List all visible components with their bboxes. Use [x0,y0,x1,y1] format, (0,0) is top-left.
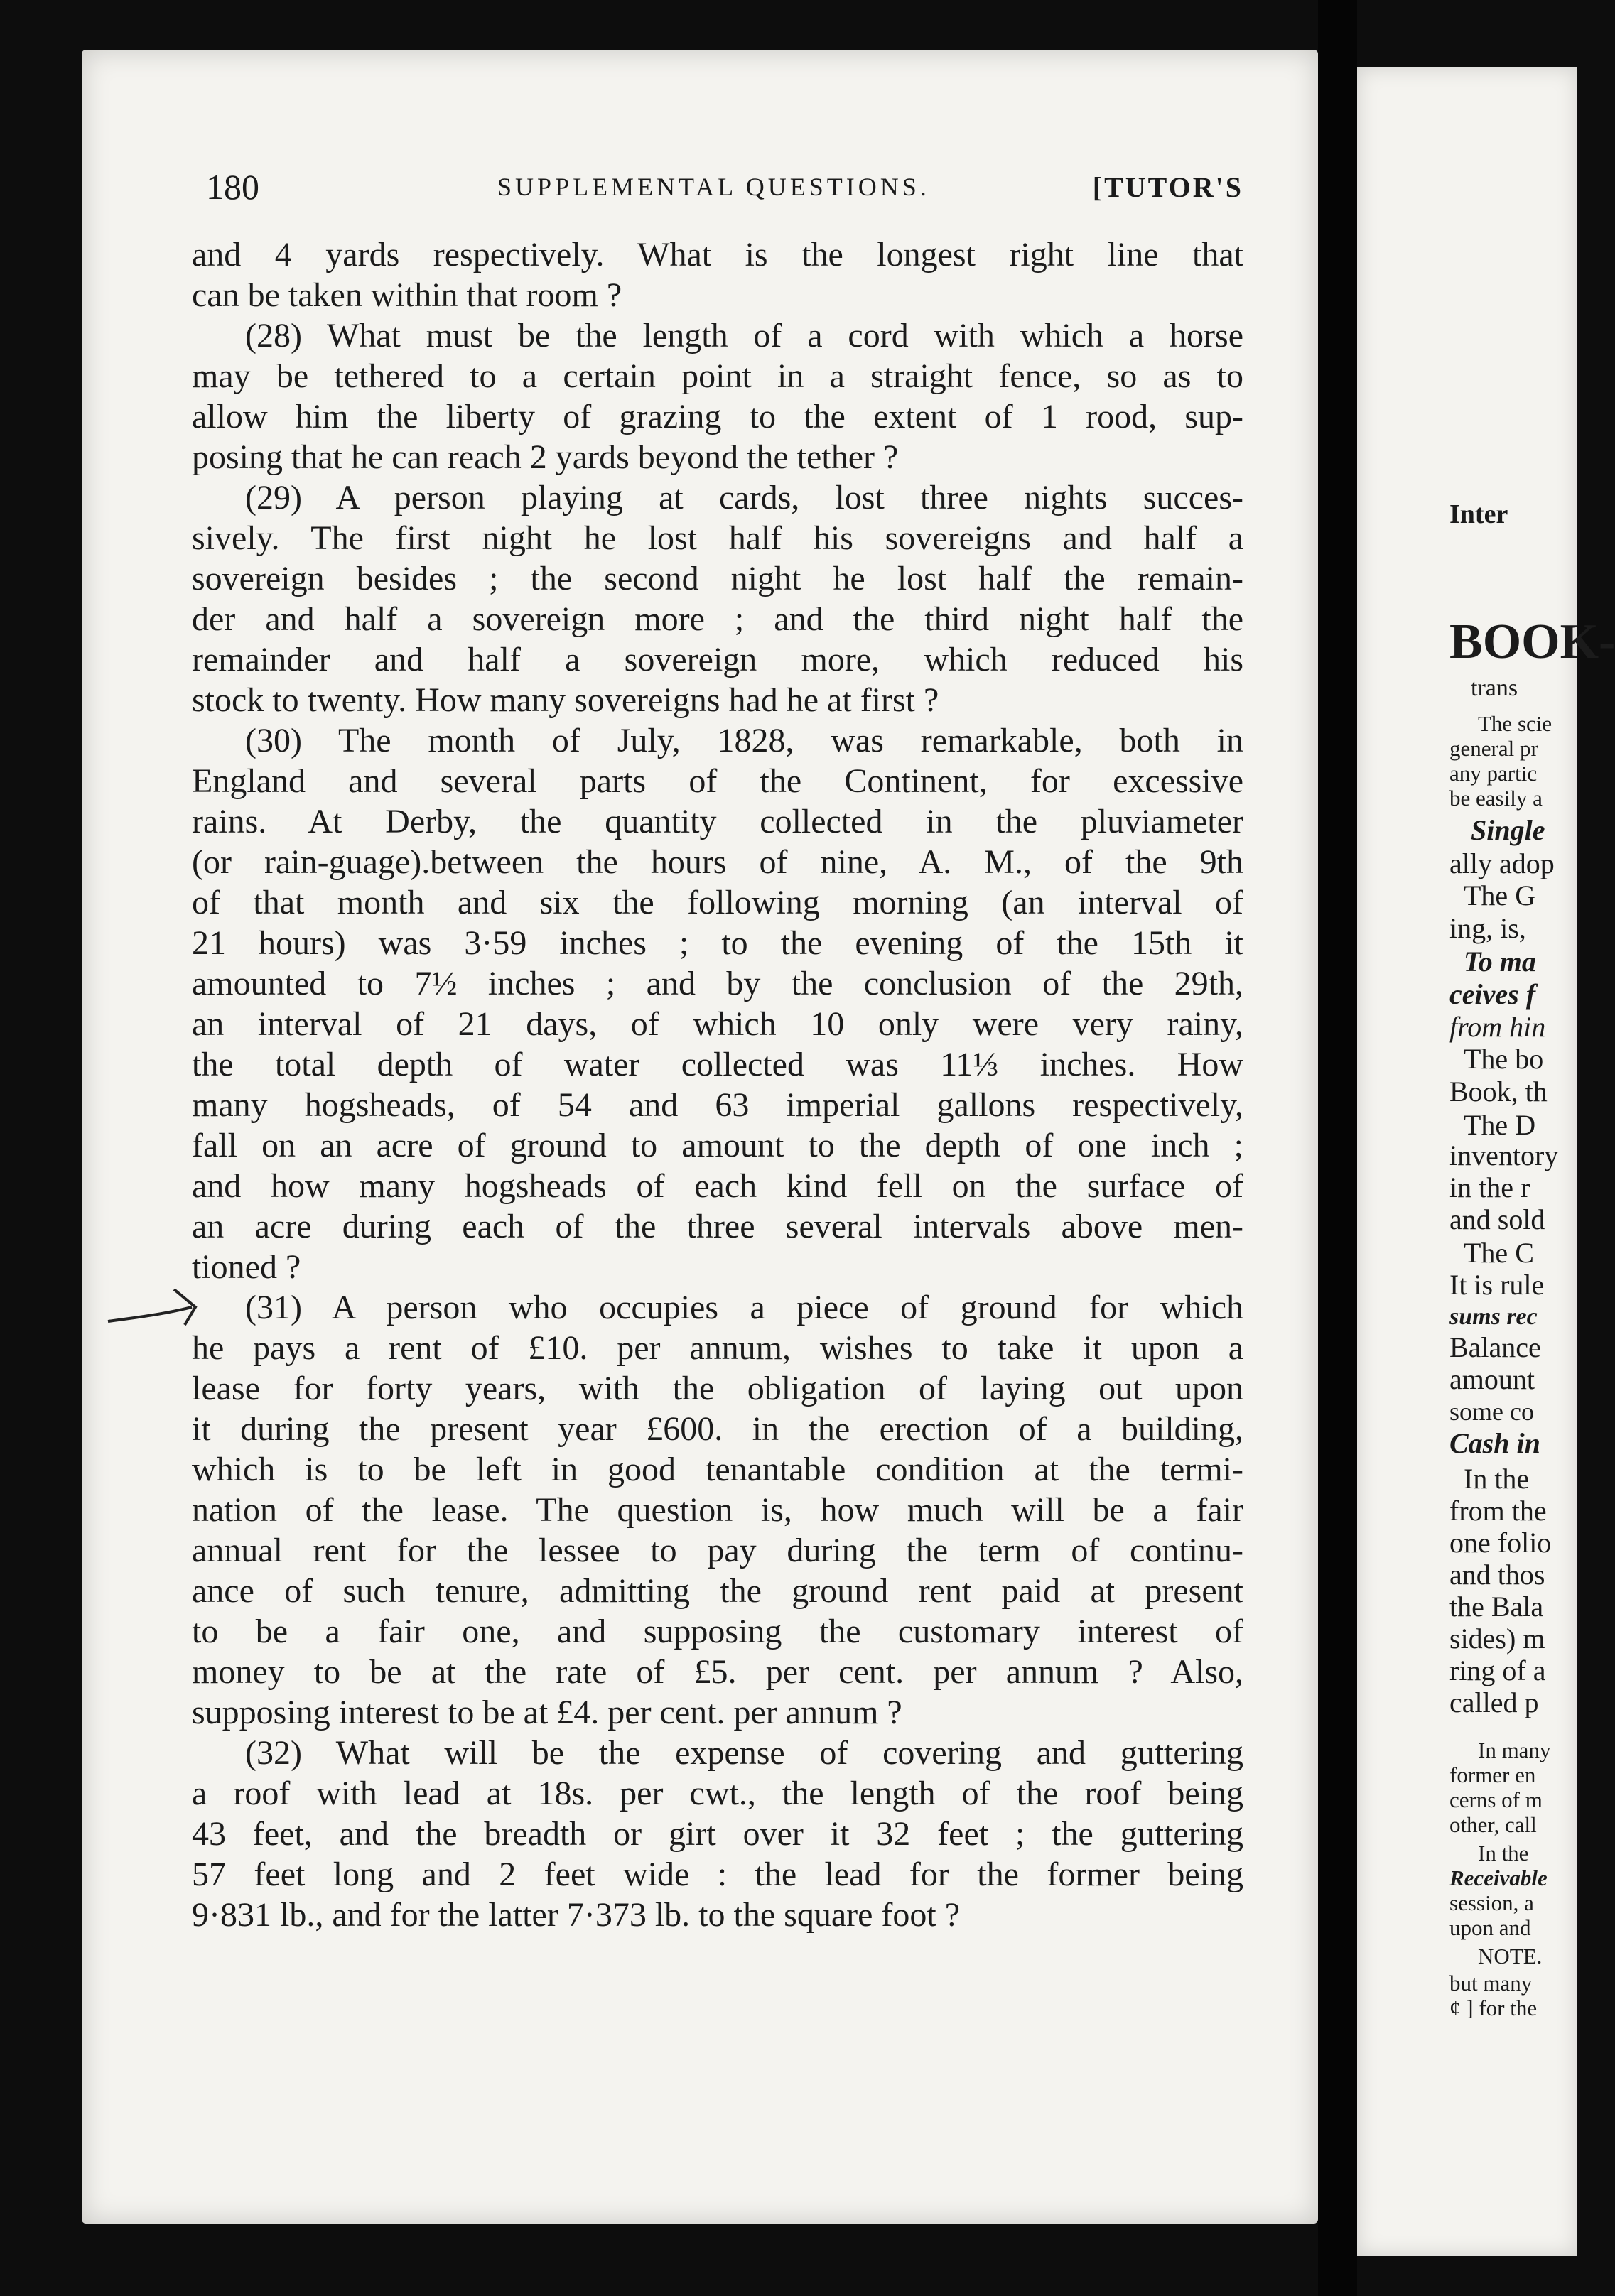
text-line: supposing interest to be at £4. per cent. per annum ? [192,1694,902,1731]
right-fragment: The D [1464,1109,1536,1141]
text-line: 43 feet, and the breadth or girt over it 32 feet ; the guttering [192,1815,1243,1853]
text-line: an acre during each of the three several intervals above men- [192,1208,1243,1245]
text-line: may be tethered to a certain point in a straight fence, so as to [192,357,1243,395]
text-line: nation of the lease. The question is, how much will be a fair [192,1491,1243,1529]
text-line: lease for forty years, with the obligation of laying out upon [192,1370,1243,1407]
text-line: 21 hours) was 3·59 inches ; to the evening of the 15th it [192,924,1243,962]
question-28-start: (28) What must be the length of a cord with which a horse [245,317,1243,354]
right-fragment: other, call [1449,1812,1537,1837]
right-fragment: Single [1471,814,1545,846]
text-line: many hogsheads, of 54 and 63 imperial gallons respectively, [192,1086,1243,1124]
right-fragment: ceives f [1449,978,1536,1010]
right-fragment: In the [1464,1463,1530,1495]
text-line: of that month and six the following morning (an interval of [192,884,1243,921]
right-fragment: former en [1449,1762,1536,1787]
right-fragment: one folio [1449,1527,1552,1559]
right-fragment: cerns of m [1449,1787,1543,1812]
text-line: and 4 yards respectively. What is the longest right line that [192,236,1243,274]
text-line: an interval of 21 days, of which 10 only were very rainy, [192,1005,1243,1043]
right-fragment: The bo [1464,1043,1544,1075]
right-fragment: upon and [1449,1915,1531,1940]
right-fragment: called p [1449,1686,1539,1718]
margin-arrow-mark [107,1286,206,1343]
right-fragment: Inter [1449,499,1508,529]
right-fragment: The G [1464,879,1536,911]
right-fragment: trans [1471,675,1518,701]
question-29-start: (29) A person playing at cards, lost three nights succes- [245,479,1243,516]
right-fragment: inventory [1449,1139,1559,1171]
right-fragment: BOOK- [1449,614,1615,669]
right-fragment: In many [1478,1738,1551,1762]
text-line: it during the present year £600. in the erection of a building, [192,1410,1243,1448]
body-text [192,234,1243,1935]
text-line: ance of such tenure, admitting the ground rent paid at present [192,1572,1243,1610]
text-line: which is to be left in good tenantable condition at the termi- [192,1451,1243,1488]
text-line: (or rain-guage).between the hours of nine, A. M., of the 9th [192,843,1243,881]
text-line: to be a fair one, and supposing the customary interest of [192,1613,1243,1650]
text-line: stock to twenty. How many sovereigns had he at first ? [192,681,939,719]
page-header [206,162,1243,212]
right-fragment: amount [1449,1363,1535,1395]
right-fragment: ing, is, [1449,912,1526,944]
text-line: money to be at the rate of £5. per cent. per annum ? Also, [192,1653,1243,1691]
question-30-start: (30) The month of July, 1828, was remarkable, both in [245,722,1243,759]
text-line: England and several parts of the Continent, for excessive [192,762,1243,800]
text-line: 9·831 lb., and for the latter 7·373 lb. to the square foot ? [192,1896,961,1934]
right-fragment: It is rule [1449,1269,1545,1301]
right-fragment: general pr [1449,736,1538,761]
running-title-right: [TUTOR'S [1092,171,1243,203]
text-line: der and half a sovereign more ; and the third night half the [192,600,1243,638]
text-line: he pays a rent of £10. per annum, wishes to take it upon a [192,1329,1243,1367]
right-fragment: some co [1449,1397,1534,1426]
text-line: sovereign besides ; the second night he lost half the remain- [192,560,1243,597]
text-line: tioned ? [192,1248,301,1286]
text-line: remainder and half a sovereign more, which reduced his [192,641,1243,678]
right-fragment: in the r [1449,1171,1530,1203]
right-fragment: the Bala [1449,1591,1544,1623]
right-fragment: ring of a [1449,1655,1546,1686]
text-line: 57 feet long and 2 feet wide : the lead for the former being [192,1856,1243,1893]
right-fragment: but many [1449,1971,1533,1996]
text-line: fall on an acre of ground to amount to the depth of one inch ; [192,1127,1243,1164]
right-fragment: from the [1449,1495,1547,1527]
right-fragment: The scie [1478,711,1552,736]
running-title: SUPPLEMENTAL QUESTIONS. [497,173,930,201]
text-line: the total depth of water collected was 11⅓ inches. How [192,1046,1243,1083]
right-fragment: sides) m [1449,1623,1545,1655]
right-fragment: from hin [1449,1011,1546,1043]
right-fragment: be easily a [1449,786,1543,811]
text-line: amounted to 7½ inches ; and by the conclusion of the 29th, [192,965,1243,1002]
right-fragment: any partic [1449,761,1538,786]
right-fragment: and sold [1449,1203,1545,1235]
text-line: annual rent for the lessee to pay during the term of continu- [192,1532,1243,1569]
right-fragment: ally adop [1449,848,1555,879]
text-line: posing that he can reach 2 yards beyond the tether ? [192,438,899,476]
right-fragment: NOTE. [1478,1944,1543,1969]
question-31-start: (31) A person who occupies a piece of ground for which [245,1289,1243,1326]
right-fragment: The C [1464,1237,1534,1269]
question-32-start: (32) What will be the expense of covering and guttering [245,1734,1243,1772]
right-fragment: Receivable [1449,1866,1548,1890]
right-fragment: sums rec [1449,1304,1538,1330]
right-fragment: Cash in [1449,1427,1540,1459]
right-fragment: and thos [1449,1559,1545,1591]
right-fragment: Book, th [1449,1076,1548,1108]
text-line: can be taken within that room ? [192,276,622,314]
book-gutter [1318,0,1357,2296]
text-line: a roof with lead at 18s. per cwt., the length of the roof being [192,1775,1243,1812]
text-line: allow him the liberty of grazing to the extent of 1 rood, sup- [192,398,1243,435]
right-fragment: To ma [1464,946,1536,978]
page-number: 180 [206,167,259,207]
text-line: rains. At Derby, the quantity collected in the pluviameter [192,803,1243,840]
right-fragment: Balance [1449,1331,1541,1363]
right-fragment: In the [1478,1841,1529,1866]
text-line: sively. The first night he lost half his sovereigns and half a [192,519,1243,557]
text-line: and how many hogsheads of each kind fell on the surface of [192,1167,1243,1205]
right-fragment: session, a [1449,1890,1534,1915]
right-fragment: ¢ ] for the [1449,1996,1538,2020]
